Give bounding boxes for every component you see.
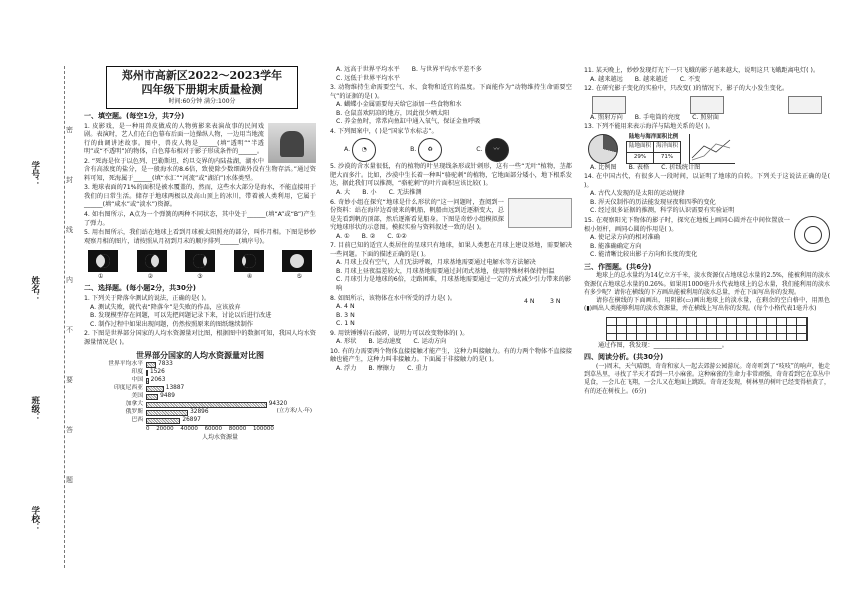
chart-value-label: 32896 <box>190 409 209 416</box>
option: A. 越来越远 <box>590 75 623 83</box>
scale-reading: 4 N <box>524 297 535 305</box>
recycle-icon: ♻ <box>418 138 442 162</box>
exam-title-line2: 四年级下册期末质量检测 <box>141 83 263 97</box>
option: A. 蝴蝶小金属需要每天给它添加一些食物和水 <box>336 101 462 109</box>
question-2-3-options <box>330 101 572 127</box>
moon-phase-images <box>88 250 312 272</box>
option: A. 形状 <box>336 338 357 346</box>
question-2-11-options <box>584 76 830 85</box>
shadow-experiment-figures <box>592 96 822 114</box>
option: A. 远高于世界平均水平 <box>336 66 400 73</box>
option: B. 仓鼠喜欢阴凉的地方，因此很少晒太阳 <box>336 109 450 117</box>
chart-x-axis <box>146 425 274 434</box>
question-2-1: 1. 下列关于降落伞测试的说法，正确的是( )。 <box>84 295 211 303</box>
chart-tick-label: 80000 <box>228 426 247 433</box>
option: B. ② <box>361 232 376 240</box>
question-2-8: 8. 如图所示，该物体在水中所受的浮力是( )。 <box>330 294 457 302</box>
question-2-5: 5. 沙漠的含水量很低，有的植物的叶呈现线条形或针刺形，这有一些“无叶”植物，茎都肥大而多汁。比如，沙漠中生长着一种叫“骆驼刺”的植物，它地面部分矮小，地下根系发达，据此我们可以推测，“骆驼刺”的叶片面积应该比较( )。 <box>330 163 572 188</box>
name-label: 姓名： <box>29 276 40 302</box>
question-2-13: 13. 下列不能用来表示海洋与陆地关系的是( )。 <box>584 123 714 131</box>
chart-bar-row <box>84 369 316 377</box>
chart-bar-row <box>84 385 316 393</box>
water-resource-chart <box>84 350 316 442</box>
option: C. 重力 <box>407 364 428 372</box>
land-sea-table-block <box>626 134 681 164</box>
option: A. 测试失败，就代表“降落伞”是失败的作品，应该放弃 <box>90 303 241 311</box>
option: C. 能清晰比较出影子方向和长度的变化 <box>590 251 698 259</box>
option: B. 越来越近 <box>634 75 668 83</box>
flashlight-figure <box>788 96 822 114</box>
land-sea-table-title: 陆地与海洋面积比例 <box>628 133 679 140</box>
land-sea-pie <box>588 134 618 164</box>
seal-word: 内 <box>66 276 73 284</box>
chart-bar-row <box>84 417 316 425</box>
chart-category-label: 加拿大 <box>125 401 143 408</box>
question-2-7-options <box>330 259 572 293</box>
option <box>344 138 376 162</box>
question-2-2: 2. 下图是世界部分国家的人均水资源量对比图，根据图中的数据可知，我国人均水资源量情况是( )。 <box>84 330 316 346</box>
chart-unit: (立方米/人·年) <box>276 408 312 415</box>
exam-title-box <box>106 66 298 109</box>
moon-number: ④ <box>246 273 253 281</box>
option <box>476 138 508 162</box>
moon-phase-image <box>185 250 215 272</box>
chart-bar <box>146 402 267 408</box>
question-2-5-options <box>330 189 572 198</box>
seal-word: 答 <box>66 426 73 434</box>
option: A. 4 N <box>336 303 355 311</box>
moon-phase-image <box>282 250 312 272</box>
section-2-heading: 二、选择题。(每小题2分，共30分) <box>84 284 197 293</box>
chart-bar <box>146 386 164 392</box>
chart-category-label: 印度尼西亚 <box>114 385 143 392</box>
option: C. 折线统计图 <box>661 163 701 171</box>
question-2-10-options <box>330 365 572 374</box>
question-2-9: 9. 用铁锤锤岩石敲碎，说明力可以改变物体的( )。 <box>330 329 469 337</box>
seal-word: 封 <box>66 176 73 184</box>
chart-bar-row <box>84 361 316 369</box>
option: C. 月球引力是地球的6倍，走路困难，月球基地需要通过一定的方式减少引力带来的影响 <box>336 276 571 293</box>
scale-reading: 3 N <box>550 297 561 305</box>
chart-x-label: 人均水资源量 <box>201 433 238 441</box>
column-3 <box>584 66 830 396</box>
question-2-12: 12. 在研究影子变化的实验中，只改变( )的情况下，影子的大小发生变化。 <box>584 85 789 93</box>
option: B. 能准确确定方向 <box>590 242 642 250</box>
option: C. 照射面 <box>692 113 719 121</box>
question-2-2-options <box>330 66 572 83</box>
question-2-13-options <box>584 164 830 173</box>
option: B. 发现模型存在问题，可以先把问题记录下来，讨论以后进行改进 <box>90 312 272 320</box>
option: B. 浑天仪制作的历法能发现昼夜和四季的变化 <box>590 198 716 206</box>
option: C. 养金鱼时，常常向鱼缸中通入氧气，保证金鱼呼吸 <box>336 118 481 126</box>
moon-number: ② <box>147 273 154 281</box>
option: B. 摩擦力 <box>368 364 396 372</box>
table-cell: 29% <box>627 153 654 164</box>
seal-word: 密 <box>66 126 73 134</box>
option: A. ① <box>336 232 350 240</box>
question-2-9-options <box>330 338 572 347</box>
water-logo-options <box>344 138 572 162</box>
moon-number: ① <box>98 273 104 281</box>
option: B. 小 <box>362 189 377 197</box>
option: A. 使记录方向的相对准确 <box>590 234 660 242</box>
chart-category-label: 世界平均水平 <box>108 361 143 368</box>
line-chart-lines <box>690 134 736 164</box>
land-sea-figures <box>588 134 830 164</box>
wave-icon: 〰 <box>485 138 509 162</box>
option: B. 运动速度 <box>368 338 402 346</box>
seal-word: 线 <box>66 226 73 234</box>
chart-value-label: 7833 <box>158 361 173 368</box>
option: B. 表格 <box>628 163 650 171</box>
column-1 <box>84 66 316 442</box>
class-label: 班级： <box>29 396 40 422</box>
chart-value-label: 26897 <box>182 417 201 424</box>
question-2-1-options <box>84 304 316 330</box>
chart-category-label: 巴西 <box>131 417 143 424</box>
chart-tick-label: 0 <box>146 426 150 433</box>
chart-category-label: 中国 <box>131 377 143 384</box>
question-1-2: 2. “死海是位于以色列、巴勒斯坦、约旦交界的内陆盐湖，湖水中含有高浓度的盐分，是一般海水的8.6倍，致使除少数细菌外没有生物存活。”通过资料可知，死海属于______(填“水汇”“河流”或“湖泊”)水体类型。 <box>84 157 316 182</box>
option: C. 运动方向 <box>413 338 447 346</box>
table-header: 海洋面积 <box>654 142 681 153</box>
option: A. 浮力 <box>336 364 357 372</box>
question-2-6: 6. 奇妙小组在探究“地球是什么形状的”这一问题时，查阅到一份资料：站在海岸边看驶来的帆船，帆船由远到近逐渐变大，总是先看到帆的顶部，然后逐渐看见船身。下图是奇妙小组模拟探究地球形状的示意图。模拟实验与资料叙述一致的是( )。 <box>330 198 504 232</box>
chart-value-label: 2063 <box>150 377 166 384</box>
chart-bar <box>146 362 156 368</box>
option <box>410 138 442 162</box>
seal-word: 要 <box>66 376 73 384</box>
chart-value-label: 9489 <box>160 393 175 400</box>
question-2-11: 11. 某天晚上，妙妙发现灯光下一只飞蛾的影子越来越大，说明这只飞蛾距离电灯( )。 <box>584 67 820 74</box>
option-letter: B. <box>410 146 417 154</box>
moon-phase-image <box>88 250 118 272</box>
seal-word: 题 <box>66 476 73 484</box>
option-letter: A. <box>344 146 351 154</box>
option: A. 比例图 <box>590 163 617 171</box>
question-2-6-options <box>330 233 572 242</box>
option: B. 3 N <box>336 311 355 319</box>
chart-tick-label: 40000 <box>180 426 198 433</box>
option: B. 手电筒的亮度 <box>634 113 681 121</box>
option-letter: C. <box>476 146 483 154</box>
section-3-finding: 通过作图，我发现：______________________。 <box>598 341 728 349</box>
option: B. 与世界平均水平差不多 <box>411 66 482 73</box>
question-2-15-options <box>584 234 830 260</box>
moon-phase-image <box>234 250 264 272</box>
flashlight-figure <box>690 96 724 114</box>
section-3-heading: 三、作图题。(共6分) <box>584 262 652 271</box>
land-sea-table <box>626 141 681 163</box>
water-drop-icon: ◔ <box>352 138 376 162</box>
section-4-paragraph: (一)周末，天气晴朗，奇奇和家人一起去郊游公园游玩。奇奇听到了“吱吱”的响声，他走到草丛里，寻找了半天才看到一只小麻雀。这种麻雀的生命力非常顽强，奇奇看到它在草丛中觅食，一会儿在飞翔，一会儿又在地面上跳跃。奇奇还发现，树林里的树叶已经变得枯黄了，有的还在树枝上。(6分) <box>584 362 831 395</box>
chart-bar <box>146 410 188 416</box>
question-2-10: 10. 有的力需要两个物体直接接触才能产生，这种力叫接触力。有的力两个物体不直接接触也能产生，这种力叫非接触力。下面属于非接触力的是( )。 <box>330 347 572 364</box>
earth-shape-experiment-figure <box>508 198 572 228</box>
question-1-3: 3. 地球表面的71%的面积是被水覆盖的，然而，这些水大部分是海水，不能直接用于我们的日常生活。储存于地球两极以及高山顶上的冰川，带着被人类利用，它属于______(填“咸水”或“淡水”)资源。 <box>84 184 316 209</box>
option: C. 制作过程中如果出现问题，仍然按照原来的图纸继续制作 <box>90 320 253 328</box>
option: A. 照射方向 <box>590 113 623 121</box>
option: B. 月球上昼夜温差较大，月球基地需要通过封闭式基地，使用特殊材料保持恒温 <box>336 267 555 275</box>
chart-category-label: 印度 <box>131 369 143 376</box>
chart-tick-label: 60000 <box>204 426 223 433</box>
section-3-text: 地球上的总水量约为14亿立方千米，淡水资源仅占地球总水量的2.5%，能被利用的淡水资源仅占地球总水量的0.26%。如果用1000毫升水代表地球上的总水量，我们能利用的淡水有多少呢？请你在横线的下方画出能被利用的淡水总量，并在下面写出你的发现。 <box>584 272 830 296</box>
chart-category-label: 俄罗斯 <box>125 409 143 416</box>
chart-value-label: 13887 <box>165 385 185 392</box>
question-2-7: 7. 目前已知的适宜人类居住的星球只有地球，如果人类想在月球上建设基地，需要解决一些问题。下面的描述正确的是( )。 <box>330 242 572 258</box>
moon-number: ③ <box>197 273 203 281</box>
column-2 <box>330 66 572 374</box>
line-chart-figure <box>689 134 735 164</box>
question-1-1: 1. 皮影戏，是一种用兽皮做成的人物剪影来表演故事的民间戏剧。表演时，艺人们在白色幕布后面一边操纵人物，一边用当地流行的曲调讲述故事。图中，兽皮人物是______(填“透明”“半透明”或“不透明”)的物体，白色幕布相对于影子形成条件的______。 <box>84 122 264 156</box>
option: C. ①② <box>387 232 407 240</box>
school-label: 学校： <box>29 506 40 532</box>
option: A. 月球上没有空气，人们无法呼吸，月球基地需要通过电解水等方法解决 <box>336 259 536 267</box>
exam-title-line1: 郑州市高新区2022～2023学年 <box>121 69 283 82</box>
chart-tick-label: 100000 <box>252 426 274 433</box>
section-3-instruction: 请你在横线的下面画出，用阴影(▭)画出地球上的淡水量，在剩余的空白格中，用黑色(▮)画出人类能够利用的淡水资源量，并在横线上写出你的发现。(每个小格代表1毫升水) <box>584 297 830 313</box>
option: C. 不变 <box>679 75 701 83</box>
question-2-14-options <box>584 190 830 216</box>
option: A. 大 <box>336 189 351 197</box>
question-2-12-options <box>584 114 830 123</box>
question-2-14: 14. 在中国古代，有很多人一段时间，以证明了地球的自转。下列关于这说法正确的是( )。 <box>584 173 830 189</box>
option: C. 经过很多证据的推测，科学的认识需要有实验证明 <box>590 207 735 215</box>
chart-bar <box>146 418 180 424</box>
table-header: 陆地面积 <box>627 142 654 153</box>
concentric-circles-figure <box>794 216 830 252</box>
question-2-15: 15. 在观察阳光下物体的影子时，探究在地板上画同心圆并在中间位置放一根小短杆，画同心圆的作用是( )。 <box>584 217 790 233</box>
table-cell: 71% <box>654 153 681 164</box>
option: A. 古代人发现的是太阳的运动规律 <box>590 190 685 198</box>
exam-page <box>40 66 830 568</box>
student-id-label: 学号： <box>29 161 40 187</box>
exam-meta: 时间:60分钟 满分:100分 <box>168 97 236 105</box>
chart-title: 世界部分国家的人均水资源量对比图 <box>136 350 264 361</box>
chart-value-label: 1526 <box>150 369 165 376</box>
chart-tick-label: 20000 <box>156 426 174 433</box>
seal-word: 不 <box>66 326 73 334</box>
drawing-grid[interactable] <box>606 317 808 341</box>
spring-scale-figure <box>522 294 572 328</box>
chart-value-label: 94320 <box>268 401 288 408</box>
section-1-heading: 一、填空题。(每空1分，共7分) <box>84 111 185 120</box>
moon-phase-numbers <box>98 273 302 281</box>
moon-phase-image <box>137 250 167 272</box>
question-2-3: 3. 动物维持生命需要空气、水、食物和适宜的温度。下面能作为“动物维持生命需要空气”的证据的是( )。 <box>330 84 572 100</box>
chart-bar-row <box>84 393 316 401</box>
chart-bar <box>146 394 158 400</box>
question-1-4: 4. 如右图所示，A点为一个弹簧的两种不同状态，其中处于______(填“A”或“B”)产生了弹力。 <box>84 210 316 227</box>
option: C. 1 N <box>336 320 355 328</box>
option: C. 远低于世界平均水平 <box>336 74 400 82</box>
option: C. 无法推测 <box>388 189 422 197</box>
question-2-4: 4. 下列图案中，( )是“国家节水标志”。 <box>330 127 438 135</box>
shadow-puppet-photo <box>268 123 316 163</box>
section-4-heading: 四、阅读分析。(共30分) <box>584 353 664 362</box>
chart-category-label: 美国 <box>131 393 143 400</box>
moon-number: ⑤ <box>296 273 302 281</box>
question-1-5: 5. 用右图所示，我们站在地球上看到月球被太阳照亮的部分，叫作月相。下图是妙妙观察月相的图片，请按照从月初到月末的顺序排列______(填序号)。 <box>84 229 316 245</box>
flashlight-figure <box>592 96 626 114</box>
